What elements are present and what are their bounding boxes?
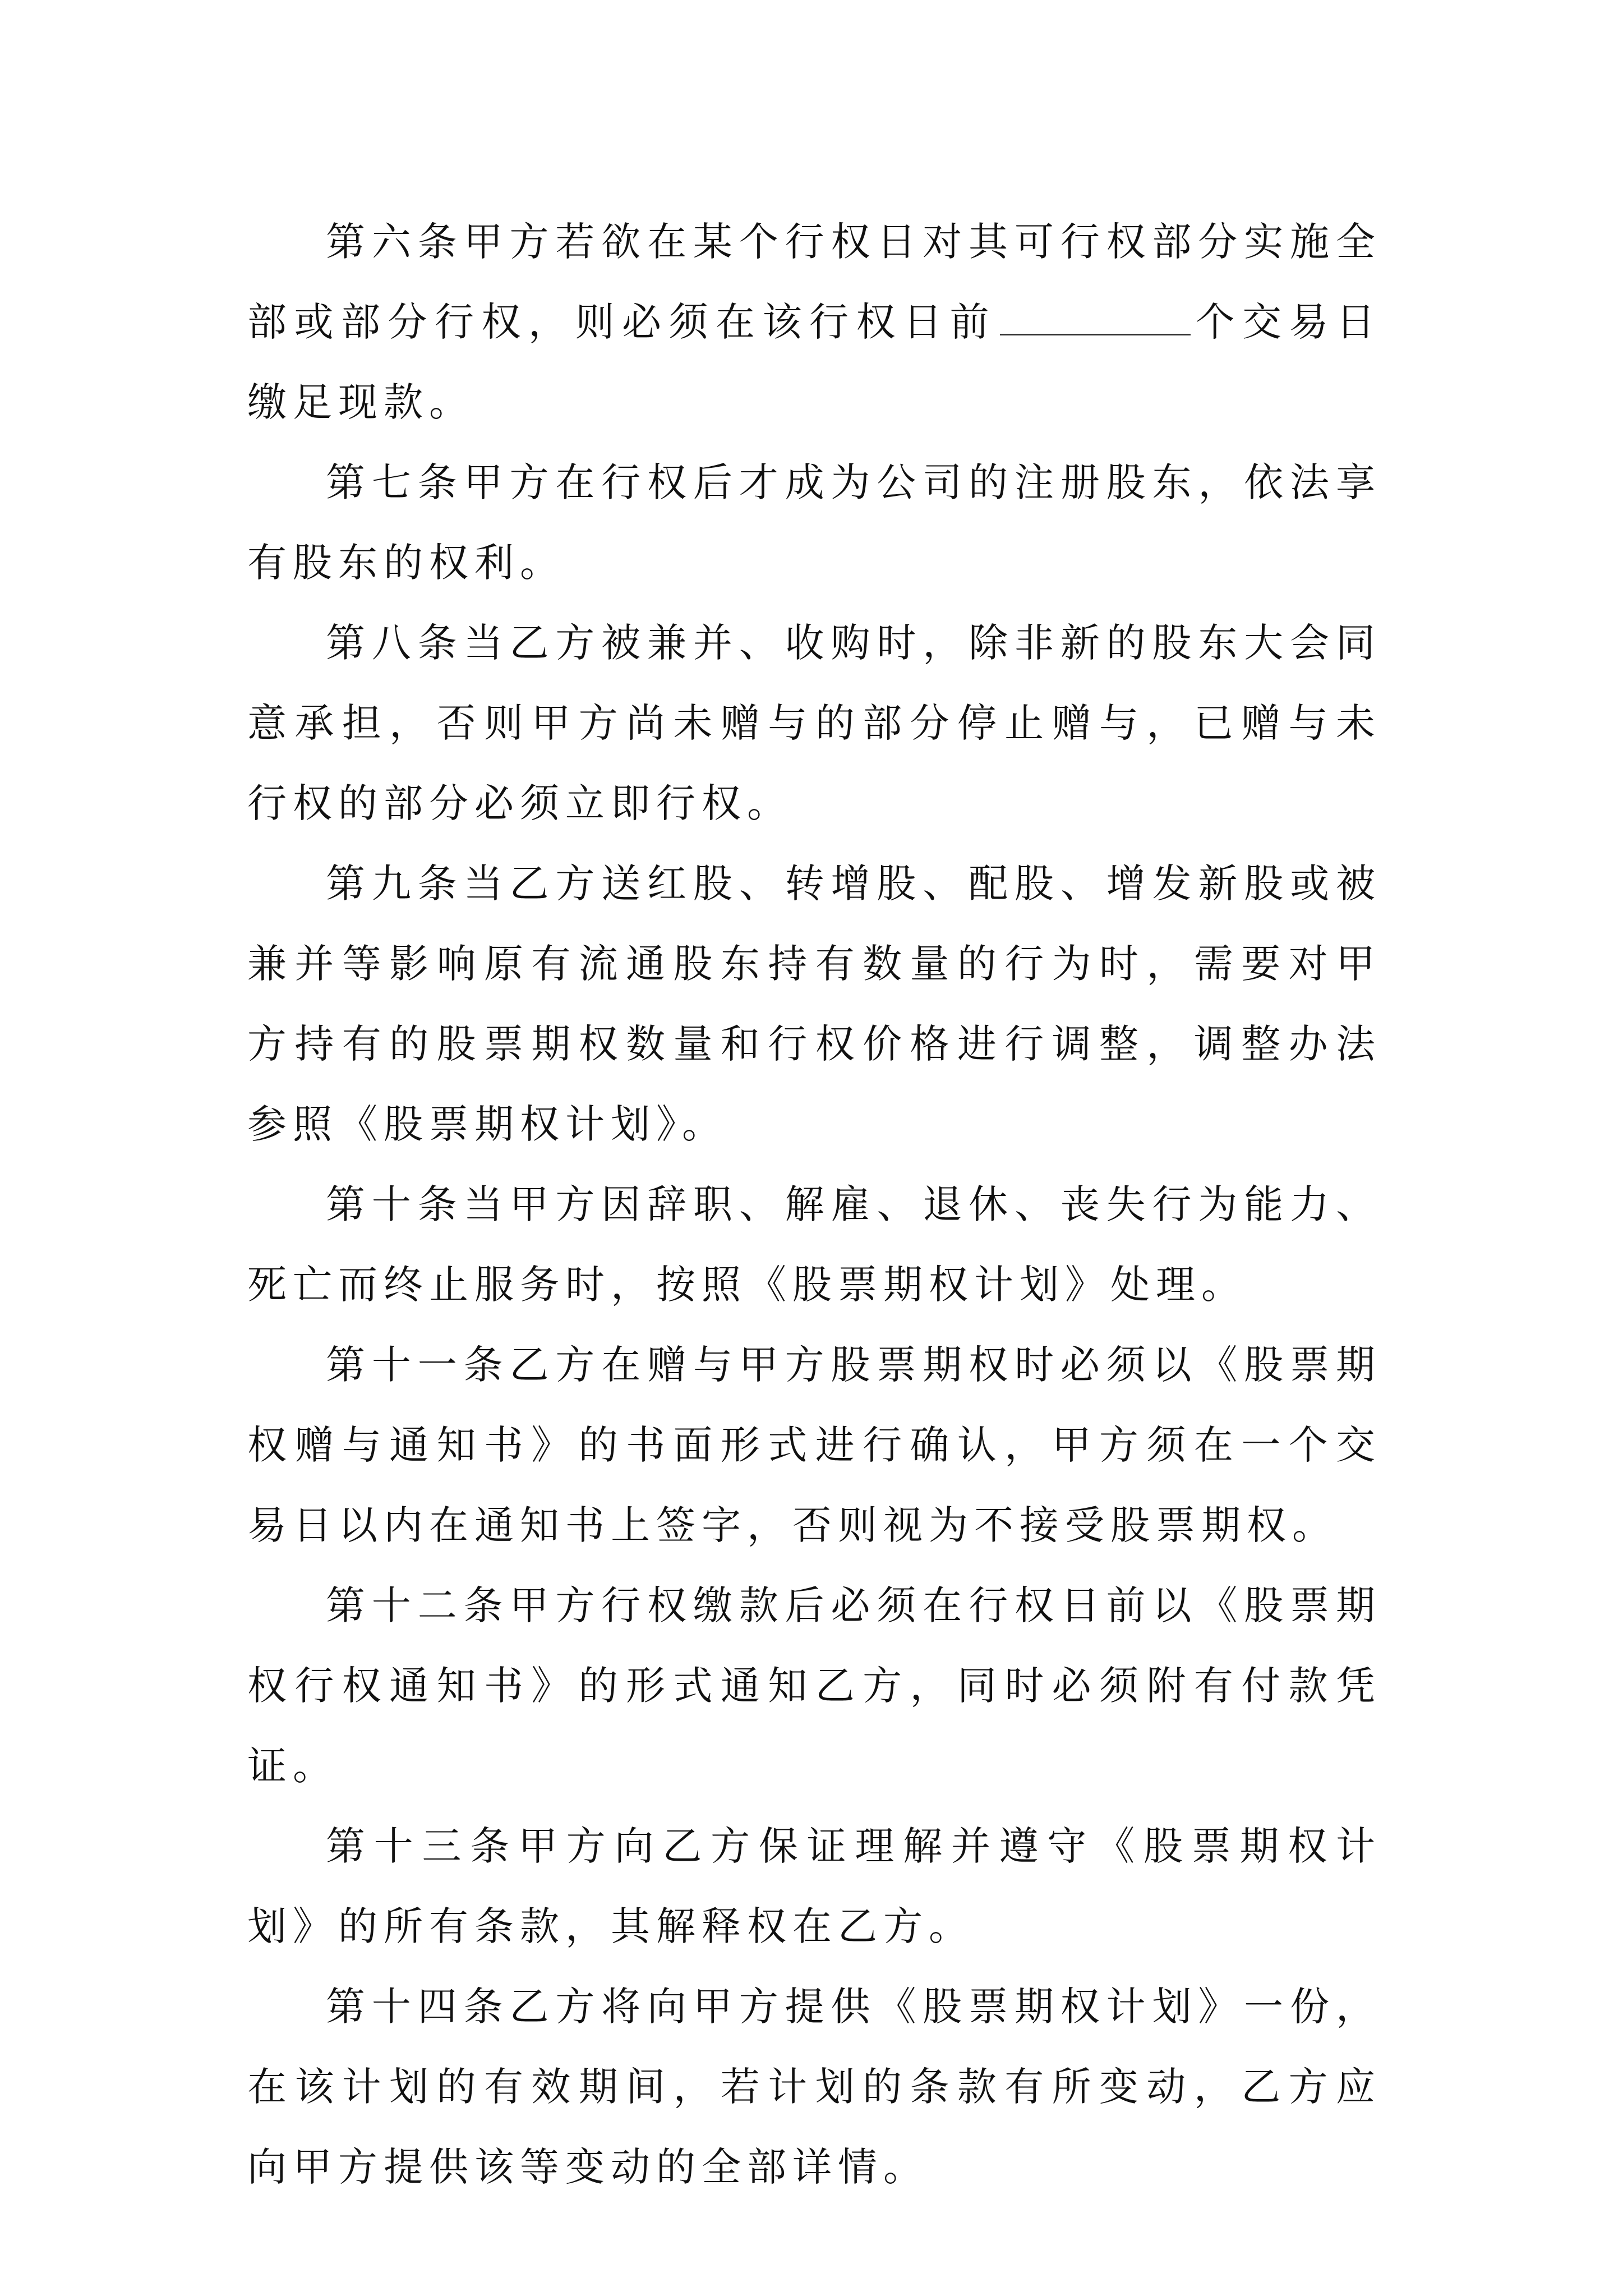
article-6-paragraph bbox=[247, 202, 1381, 443]
document-page bbox=[247, 202, 1381, 2207]
article-8-paragraph: 第八条当乙方被兼并、收购时，除非新的股东大会同意承担，否则甲方尚未赠与的部分停止赠与，已赠与未行权的部分必须立即行权。 bbox=[247, 620, 1381, 826]
article-6-text-before-blank: 第六条甲方若欲在某个行权日对其可行权部分实施全部或部分行权，则必须在该行权日前 bbox=[247, 219, 1381, 345]
article-10-paragraph: 第十条当甲方因辞职、解雇、退休、丧失行为能力、死亡而终止服务时，按照《股票期权计划》处理。 bbox=[247, 1181, 1381, 1308]
article-6-text-after-blank: 个交易日缴足现款。 bbox=[247, 299, 1381, 425]
article-7-paragraph: 第七条甲方在行权后才成为公司的注册股东，依法享有股东的权利。 bbox=[247, 459, 1381, 586]
article-11-paragraph: 第十一条乙方在赠与甲方股票期权时必须以《股票期权赠与通知书》的书面形式进行确认，甲方须在一个交易日以内在通知书上签字，否则视为不接受股票期权。 bbox=[247, 1342, 1381, 1548]
fill-in-blank-field[interactable] bbox=[1000, 295, 1191, 335]
article-9-paragraph: 第九条当乙方送红股、转增股、配股、增发新股或被兼并等影响原有流通股东持有数量的行为时，需要对甲方持有的股票期权数量和行权价格进行调整，调整办法参照《股票期权计划》。 bbox=[247, 861, 1381, 1147]
article-12-paragraph: 第十二条甲方行权缴款后必须在行权日前以《股票期权行权通知书》的形式通知乙方，同时必须附有付款凭证。 bbox=[247, 1582, 1381, 1789]
article-13-paragraph: 第十三条甲方向乙方保证理解并遵守《股票期权计划》的所有条款，其解释权在乙方。 bbox=[247, 1823, 1381, 1949]
article-14-paragraph: 第十四条乙方将向甲方提供《股票期权计划》一份，在该计划的有效期间，若计划的条款有所变动，乙方应向甲方提供该等变动的全部详情。 bbox=[247, 1984, 1381, 2190]
